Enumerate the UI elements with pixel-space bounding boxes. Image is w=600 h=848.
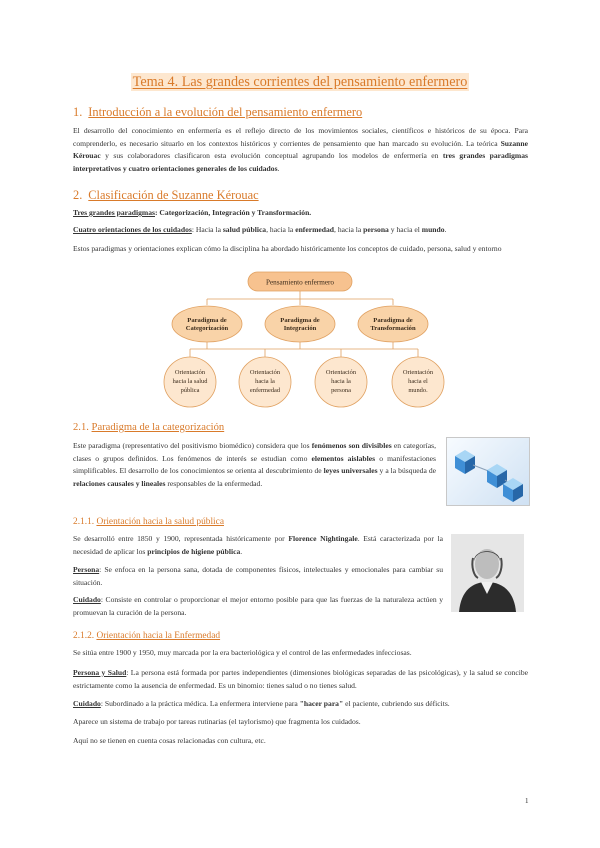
svg-text:Orientación: Orientación — [402, 369, 434, 376]
diagram-root-label: Pensamiento enfermero — [265, 278, 335, 287]
svg-text:hacia la: hacia la — [255, 378, 275, 385]
svg-text:Paradigma de: Paradigma de — [373, 317, 413, 324]
section-2-1-paragraph: Este paradigma (representativo del positivismo biomédico) considera que los fenómenos son divisibles en categorías, clases o grupos definidos. Los fenómenos de interés se estudian como elementos aislables o manifestaciones simplificables. El desarrollo de los conocimientos se orienta al descubrimiento de leyes universales y a la búsqueda de relaciones causales y lineales responsables de la enfermedad. — [73, 441, 437, 488]
svg-text:enfermedad: enfermedad — [249, 387, 281, 394]
persona-paragraph: Persona: Se enfoca en la persona sana, dotada de componentes físicos, intelectuales y emocionales para cambiar su situación. — [73, 565, 443, 587]
svg-text:mundo.: mundo. — [408, 387, 428, 394]
section-2-heading: 2. Clasificación de Suzanne Kérouac — [73, 188, 259, 202]
diagram-orientation-node — [239, 357, 291, 407]
cultura-paragraph: Aquí no se tienen en cuenta cosas relacionadas con cultura, etc. — [73, 736, 266, 745]
cuidado-enfermedad-paragraph: Cuidado: Subordinado a la práctica médica. La enfermera interviene para "hacer para" el paciente, cubriendo sus déficits. — [73, 699, 450, 708]
svg-text:Orientación: Orientación — [249, 369, 281, 376]
svg-text:persona: persona — [331, 387, 351, 394]
svg-text:Paradigma de: Paradigma de — [187, 317, 227, 324]
diagram-orientation-node — [392, 357, 444, 407]
section-1-paragraph: El desarrollo del conocimiento en enfermería es el reflejo directo de los movimientos sociales, científicos e históricos de su época. Para comprenderlo, es necesario situarlo en los contextos históricos y corrientes de pensamiento que han marcado su evolución. La teórica Suzanne Kérouac y sus colaboradores clasificaron esta evolución conceptual agrupando los modelos de enfermería en tres grandes paradigmas interpretativos y cuatro orientaciones generales de los cuidados. — [73, 126, 528, 173]
section-2-1-2-paragraph: Se sitúa entre 1900 y 1950, muy marcada por la era bacteriológica y el control de las enfermedades infecciosas. — [73, 648, 412, 657]
section-1-heading: 1. Introducción a la evolución del pensamiento enfermero — [73, 105, 363, 119]
diagram-paradigm-node — [265, 306, 335, 342]
svg-text:hacia la salud: hacia la salud — [172, 378, 208, 385]
section-2-1-heading: 2.1. Paradigma de la categorización — [73, 422, 225, 433]
svg-text:pública: pública — [180, 387, 200, 394]
persona-salud-paragraph: Persona y Salud: La persona está formada por partes independientes (dimensiones biológicas separadas de las psicológicas), y la salud se concibe estrictamente como la ausencia de enfermedad. Es un binomio: tienes salud o no tienes salud. — [73, 668, 528, 690]
orientations-line: Cuatro orientaciones de los cuidados: Hacia la salud pública, hacia la enfermedad, hacia la persona y hacia el mundo. — [73, 225, 447, 234]
section-2-1-2-heading: 2.1.2. Orientación hacia la Enfermedad — [73, 631, 221, 641]
svg-text:Categorización: Categorización — [185, 325, 229, 332]
paradigms-line: Tres grandes paradigmas: Categorización, Integración y Transformación. — [73, 208, 312, 217]
diagram-paradigm-node — [172, 306, 242, 342]
diagram-orientation-node — [164, 357, 216, 407]
section-2-paragraph: Estos paradigmas y orientaciones explican cómo la disciplina ha abordado históricamente los conceptos de cuidado, persona, salud y entorno — [73, 244, 502, 253]
portrait-image — [451, 534, 524, 612]
svg-text:Paradigma de: Paradigma de — [280, 317, 320, 324]
svg-text:Orientación: Orientación — [325, 369, 357, 376]
diagram-orientation-node — [315, 357, 367, 407]
svg-text:Integración: Integración — [283, 325, 317, 332]
paradigm-diagram — [150, 265, 450, 415]
svg-text:hacia el: hacia el — [408, 378, 428, 385]
diagram-paradigm-node — [358, 306, 428, 342]
svg-text:Orientación: Orientación — [174, 369, 206, 376]
document-title: Tema 4. Las grandes corrientes del pensamiento enfermero — [132, 74, 468, 90]
svg-text:hacia la: hacia la — [331, 378, 351, 385]
cubes-illustration — [446, 437, 530, 506]
cuidado-paragraph: Cuidado: Consiste en controlar o proporcionar el mejor entorno posible para que las fuerzas de la naturaleza actúen y promuevan la curación de la persona. — [73, 595, 443, 617]
section-2-1-1-paragraph: Se desarrolló entre 1850 y 1900, representada históricamente por Florence Nightingale. Está caracterizada por la necesidad de aplicar los principios de higiene pública. — [73, 534, 443, 556]
section-2-1-1-heading: 2.1.1. Orientación hacia la salud pública — [73, 517, 224, 527]
page-number: 1 — [525, 797, 529, 805]
cube-icon — [455, 450, 475, 474]
svg-text:Transformación: Transformación — [370, 325, 416, 332]
taylorismo-paragraph: Aparece un sistema de trabajo por tareas rutinarias (el taylorismo) que fragmenta los cuidados. — [73, 717, 361, 726]
